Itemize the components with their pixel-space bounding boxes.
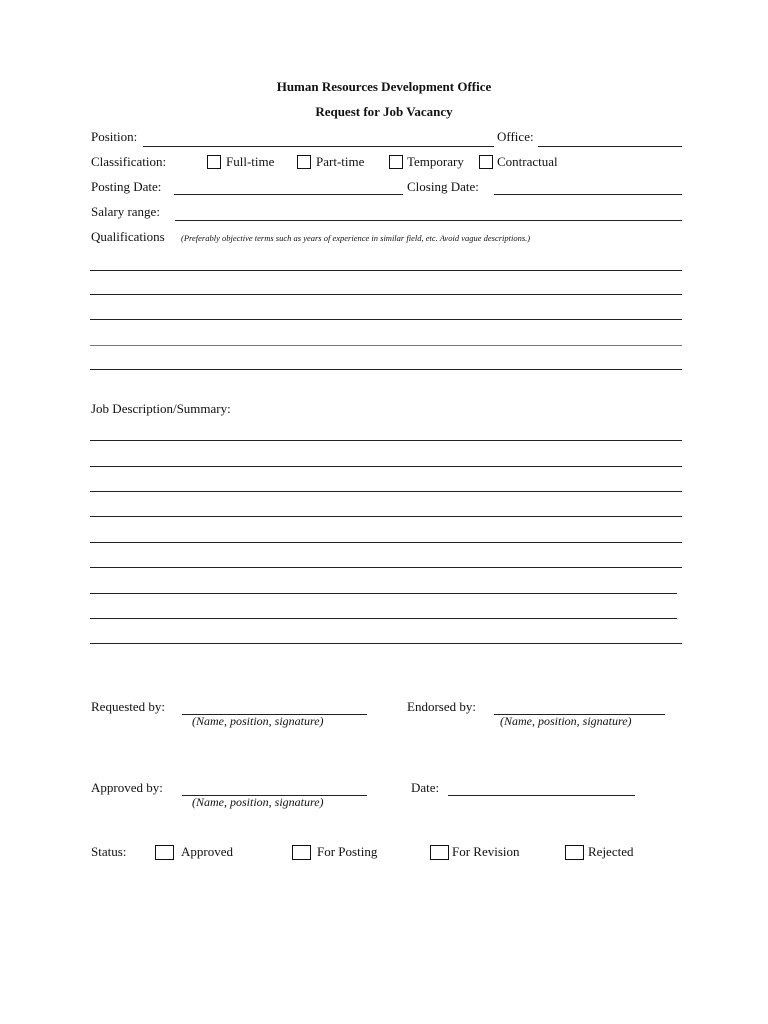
closing-date-label: Closing Date: (407, 179, 479, 194)
qualifications-line[interactable] (90, 345, 682, 346)
date-field[interactable] (448, 795, 635, 796)
posting-date-field[interactable] (174, 194, 403, 195)
qualifications-line[interactable] (90, 270, 682, 271)
temporary-checkbox[interactable] (389, 155, 403, 169)
approved-by-hint: (Name, position, signature) (192, 795, 324, 809)
job-description-line[interactable] (90, 567, 682, 568)
qualifications-line[interactable] (90, 369, 682, 370)
status-label: Status: (91, 844, 127, 859)
qualifications-label: Qualifications (91, 229, 165, 244)
job-description-line[interactable] (90, 466, 682, 467)
closing-date-field[interactable] (494, 194, 682, 195)
full-time-checkbox[interactable] (207, 155, 221, 169)
job-description-line[interactable] (90, 593, 677, 594)
qualifications-note: (Preferably objective terms such as years of experience in similar field, etc. Avoid vague descriptions.) (181, 233, 531, 243)
job-description-line[interactable] (90, 491, 682, 492)
office-label: Office: (497, 129, 534, 144)
approved-label: Approved (181, 844, 233, 859)
temporary-label: Temporary (407, 154, 464, 169)
job-description-line[interactable] (90, 618, 677, 619)
date-label: Date: (411, 780, 440, 795)
form-title: Request for Job Vacancy (315, 104, 453, 119)
job-description-label: Job Description/Summary: (91, 401, 231, 416)
full-time-label: Full-time (226, 154, 275, 169)
classification-label: Classification: (91, 154, 167, 169)
position-field[interactable] (143, 146, 494, 147)
rejected-label: Rejected (588, 844, 634, 859)
for-posting-checkbox[interactable] (292, 845, 311, 860)
part-time-checkbox[interactable] (297, 155, 311, 169)
contractual-label: Contractual (497, 154, 558, 169)
for-posting-label: For Posting (317, 844, 378, 859)
office-title: Human Resources Development Office (276, 79, 492, 94)
posting-date-label: Posting Date: (91, 179, 162, 194)
salary-range-field[interactable] (175, 220, 682, 221)
position-label: Position: (91, 129, 138, 144)
qualifications-line[interactable] (90, 294, 682, 295)
qualifications-line[interactable] (90, 319, 682, 320)
requested-by-label: Requested by: (91, 699, 166, 714)
part-time-label: Part-time (316, 154, 365, 169)
for-revision-label: For Revision (452, 844, 520, 859)
approved-checkbox[interactable] (155, 845, 174, 860)
job-description-line[interactable] (90, 643, 682, 644)
job-description-line[interactable] (90, 516, 682, 517)
endorsed-by-hint: (Name, position, signature) (500, 714, 632, 728)
job-description-line[interactable] (90, 440, 682, 441)
for-revision-checkbox[interactable] (430, 845, 449, 860)
office-field[interactable] (538, 146, 682, 147)
endorsed-by-label: Endorsed by: (407, 699, 476, 714)
approved-by-label: Approved by: (91, 780, 163, 795)
rejected-checkbox[interactable] (565, 845, 584, 860)
salary-range-label: Salary range: (91, 204, 160, 219)
contractual-checkbox[interactable] (479, 155, 493, 169)
job-description-line[interactable] (90, 542, 682, 543)
requested-by-hint: (Name, position, signature) (192, 714, 324, 728)
